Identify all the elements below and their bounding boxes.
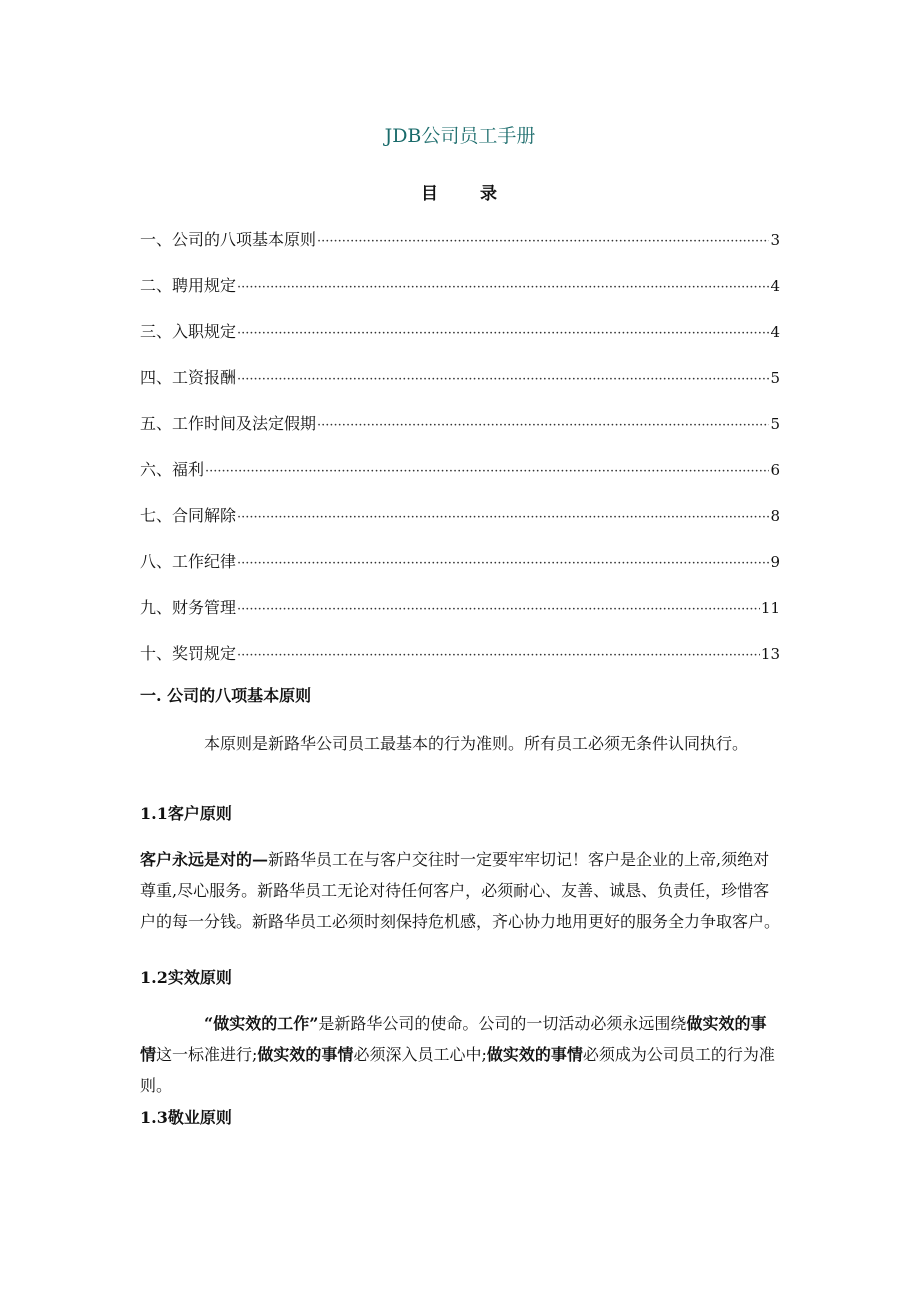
toc-entry-label: 二、聘用规定 [140,276,237,295]
toc-leader-dots [237,366,769,394]
subsection-heading-1-2: 1.2实效原则 [140,968,232,987]
toc-leader-dots [237,274,769,302]
toc-entry-page: 5 [770,369,780,387]
paragraph-text: 新路华员工在与客户交往时一定要牢牢切记！客户是企业的上帝,须绝对尊重,尽心服务。新路华员工无论对待任何客户，必须耐心、友善、诚恳、负责任，珍惜客户的每一分钱。新路华员工必须时刻保持危机感，齐心协力地用更好的服务全力争取客户。 [140,850,781,931]
toc-leader-dots [317,412,769,440]
toc-leader-dots [237,550,769,578]
toc-entry-label: 六、福利 [140,460,205,479]
section-heading: 一. 公司的八项基本原则 [140,686,312,705]
toc-entry[interactable] [140,548,780,594]
subsection-heading-1-1: 1.1客户原则 [140,804,232,823]
toc-entry[interactable] [140,594,780,640]
bold-phrase: 做实效的事情 [140,1014,767,1064]
toc-entry-page: 13 [760,645,780,663]
toc-leader-dots [317,228,769,256]
bold-phrase: 做实效的事情 [257,1045,354,1064]
toc-entry[interactable] [140,502,780,548]
customer-principle-paragraph [140,844,780,937]
bold-quote: “做实效的工作” [204,1014,319,1033]
toc-leader-dots [237,504,769,532]
document-title: JDB公司员工手册 [384,125,536,147]
toc-entry-page: 9 [770,553,780,571]
toc-entry-page: 4 [770,323,780,341]
toc-entry-label: 八、工作纪律 [140,552,237,571]
table-of-contents [140,226,780,686]
subsection-heading-1-3: 1.3敬业原则 [140,1108,232,1127]
toc-entry-label: 五、工作时间及法定假期 [140,414,317,433]
paragraph-text: 必须深入员工心中; [353,1045,487,1064]
section-intro-paragraph: 本原则是新路华公司员工最基本的行为准则。所有员工必须无条件认同执行。 [204,734,749,753]
toc-entry[interactable] [140,318,780,364]
toc-leader-dots [237,320,769,348]
paragraph-text: 是新路华公司的使命。公司的一切活动必须永远围绕 [318,1014,687,1033]
effectiveness-principle-paragraph [140,1008,780,1101]
toc-entry-page: 8 [770,507,780,525]
toc-entry-page: 4 [770,277,780,295]
toc-entry[interactable] [140,226,780,272]
toc-heading [0,180,920,208]
toc-heading-char-2: 录 [480,184,499,204]
toc-entry-page: 3 [770,231,780,249]
toc-entry-label: 十、奖罚规定 [140,644,237,663]
toc-entry[interactable] [140,456,780,502]
bold-phrase: 做实效的事情 [486,1045,583,1064]
paragraph-text: 这一标准进行; [156,1045,258,1064]
toc-entry[interactable] [140,364,780,410]
toc-entry-label: 七、合同解除 [140,506,237,525]
paragraph-text: 必须成为公司员工的行为准则。 [140,1045,775,1095]
toc-entry-label: 四、工资报酬 [140,368,237,387]
toc-entry[interactable] [140,410,780,456]
toc-entry[interactable] [140,272,780,318]
toc-entry-page: 5 [770,415,780,433]
toc-entry-label: 三、入职规定 [140,322,237,341]
toc-entry-page: 11 [760,599,780,617]
toc-heading-char-1: 目 [421,184,440,204]
toc-leader-dots [237,596,760,624]
toc-entry-page: 6 [770,461,780,479]
toc-entry-label: 九、财务管理 [140,598,237,617]
toc-entry-label: 一、公司的八项基本原则 [140,230,317,249]
toc-leader-dots [205,458,769,486]
toc-leader-dots [237,642,760,670]
bold-lead: 客户永远是对的— [140,850,269,869]
